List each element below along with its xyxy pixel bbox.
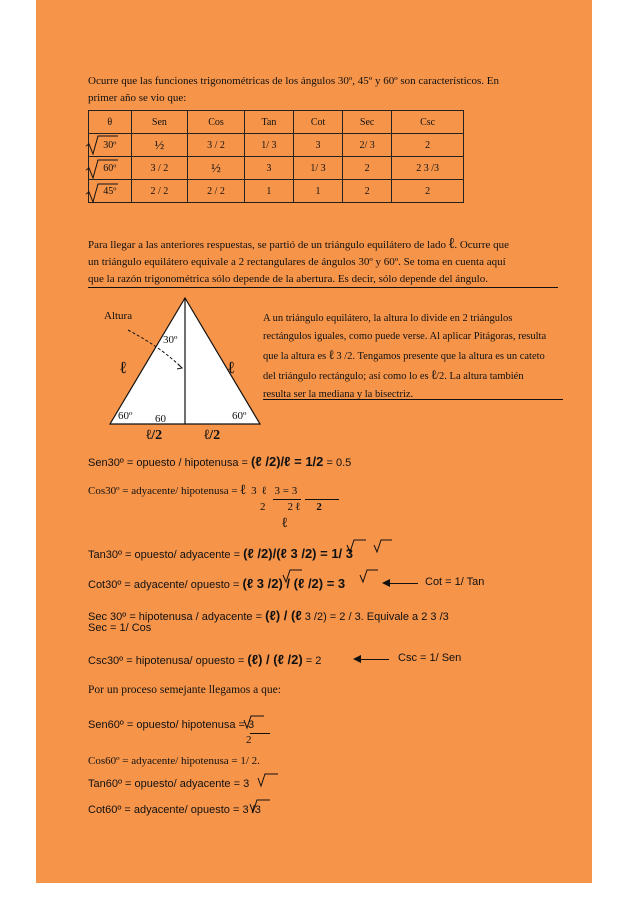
- header-cell: Cos: [188, 111, 245, 134]
- cot-definition: Cot = 1/ Tan: [425, 576, 485, 588]
- angle-top-label: 30º: [163, 334, 178, 346]
- process-text: Por un proceso semejante llegamos a que:: [88, 684, 281, 696]
- header-cell: Sen: [131, 111, 188, 134]
- formula-text: Cos30º = adyacente/ hipotenusa =: [88, 485, 238, 497]
- cot30-expression: (ℓ 3 /2) / (ℓ /2) = 3: [242, 576, 346, 591]
- table-cell: 3: [293, 134, 342, 157]
- ell-symbol: ℓ: [328, 347, 334, 362]
- cos30-ell: ℓ: [282, 516, 288, 531]
- header-cell: Cot: [293, 111, 342, 134]
- cos60-formula: Cos60º = adyacente/ hipotenusa = 1/ 2.: [88, 755, 260, 767]
- formula-text: Sec 30º = hipotenusa / adyacente =: [88, 611, 263, 623]
- intro-line-1: Ocurre que las funciones trigonométricas de los ángulos 30º, 45º y 60º son característicos. En: [88, 75, 500, 87]
- sec30-tail: 3 /2) = 2 / 3. Equivale a 2 3 /3: [304, 611, 449, 623]
- formula-text: Sen60º = opuesto/ hipotenusa =: [88, 719, 245, 731]
- header-cell: θ: [89, 111, 132, 134]
- ell-symbol: ℓ: [240, 483, 246, 498]
- formula-text: Sen30º = opuesto / hipotenusa =: [88, 457, 248, 469]
- note-line: resulta ser la mediana y la bisectriz.: [263, 389, 414, 400]
- table-cell: 1/ 3: [244, 134, 293, 157]
- formula-result: = 2: [305, 655, 322, 667]
- table-cell: 3: [244, 157, 293, 180]
- sen30-fraction: (ℓ /2)/ℓ = 1/2: [251, 454, 324, 469]
- explanation-line-3: que la razón trigonométrica sólo depende de la abertura. Es decir, sólo depende del ángulo.: [88, 273, 488, 285]
- angle-mid-label: 60: [155, 413, 166, 425]
- csc-definition: Csc = 1/ Sen: [398, 652, 462, 664]
- ell-symbol: ℓ: [448, 236, 455, 252]
- sec-definition: Sec = 1/ Cos: [88, 622, 152, 634]
- angle-left-label: 60º: [118, 410, 133, 422]
- table-cell: 3 / 2: [131, 157, 188, 180]
- note-text: 3 /2. Tengamos presente que la altura es un cateto: [336, 351, 545, 362]
- intro-line-2: primer año se vio que:: [88, 92, 187, 104]
- formula-text: Cot30º = adyacente/ opuesto =: [88, 579, 240, 591]
- note-line: rectángulos iguales, como puede verse. Al aplicar Pitágoras, resulta: [263, 331, 547, 342]
- explanation-text: . Ocurre que: [454, 239, 510, 251]
- table-cell: ½: [188, 157, 245, 180]
- table-cell: 2 / 2: [188, 180, 245, 203]
- formula-text: Cot60º = adyacente/ opuesto =: [88, 804, 240, 816]
- cot60-value: 3 /3: [242, 804, 261, 816]
- explanation-text: Para llegar a las anteriores respuestas, se partió de un triángulo equilátero de lado: [88, 239, 446, 251]
- half-side-right-label: ℓ/2: [204, 428, 221, 443]
- table-cell: 1/ 3: [293, 157, 342, 180]
- note-text: que la altura es: [263, 351, 327, 362]
- note-text: /2. La altura también: [436, 371, 524, 382]
- sen60-numerator: 3: [247, 719, 255, 731]
- side-left-label: ℓ: [120, 358, 127, 377]
- cos30-expression: 3 ℓ 3 = 3: [248, 485, 298, 497]
- table-cell: 2: [343, 157, 392, 180]
- note-text: del triángulo rectángulo; así como lo es: [263, 371, 429, 382]
- sec30-expression: (ℓ) / (ℓ: [265, 608, 302, 623]
- side-right-label: ℓ: [228, 358, 235, 377]
- sen60-denominator: 2: [246, 734, 252, 746]
- table-cell: 2: [343, 180, 392, 203]
- header-cell: Tan: [244, 111, 293, 134]
- header-cell: Sec: [343, 111, 392, 134]
- ell-symbol: ℓ: [431, 367, 437, 382]
- tan60-value: 3: [243, 778, 250, 790]
- table-cell: 60º: [89, 157, 132, 180]
- angle-right-label: 60º: [232, 410, 247, 422]
- note-line: A un triángulo equilátero, la altura lo divide en 2 triángulos: [263, 313, 513, 324]
- table-cell: 2: [392, 134, 464, 157]
- table-cell: 2 / 2: [131, 180, 188, 203]
- table-cell: 30º: [89, 134, 132, 157]
- formula-text: Tan30º = opuesto/ adyacente =: [88, 549, 241, 561]
- altura-label: Altura: [104, 310, 133, 322]
- header-cell: Csc: [392, 111, 464, 134]
- table-cell: ½: [131, 134, 188, 157]
- cos30-denominators: 2 2 ℓ 2: [260, 501, 322, 513]
- table-cell: 1: [293, 180, 342, 203]
- formula-result: = 0.5: [326, 457, 352, 469]
- explanation-line-2: un triángulo equilátero equivale a 2 rectangulares de ángulos 30º y 60º. Se toma en cuenta aquí: [88, 256, 506, 268]
- table-cell: 45º: [89, 180, 132, 203]
- formula-text: Tan60º = opuesto/ adyacente =: [88, 778, 241, 790]
- table-cell: 2: [392, 180, 464, 203]
- half-side-left-label: ℓ/2: [146, 428, 163, 443]
- table-cell: 3 / 2: [188, 134, 245, 157]
- table-cell: 2/ 3: [343, 134, 392, 157]
- table-cell: 1: [244, 180, 293, 203]
- csc30-expression: (ℓ) / (ℓ /2): [247, 652, 303, 667]
- table-cell: 2 3 /3: [392, 157, 464, 180]
- tan30-expression: (ℓ /2)/(ℓ 3 /2) = 1/ 3: [243, 546, 354, 561]
- formula-text: Csc30º = hipotenusa/ opuesto =: [88, 655, 245, 667]
